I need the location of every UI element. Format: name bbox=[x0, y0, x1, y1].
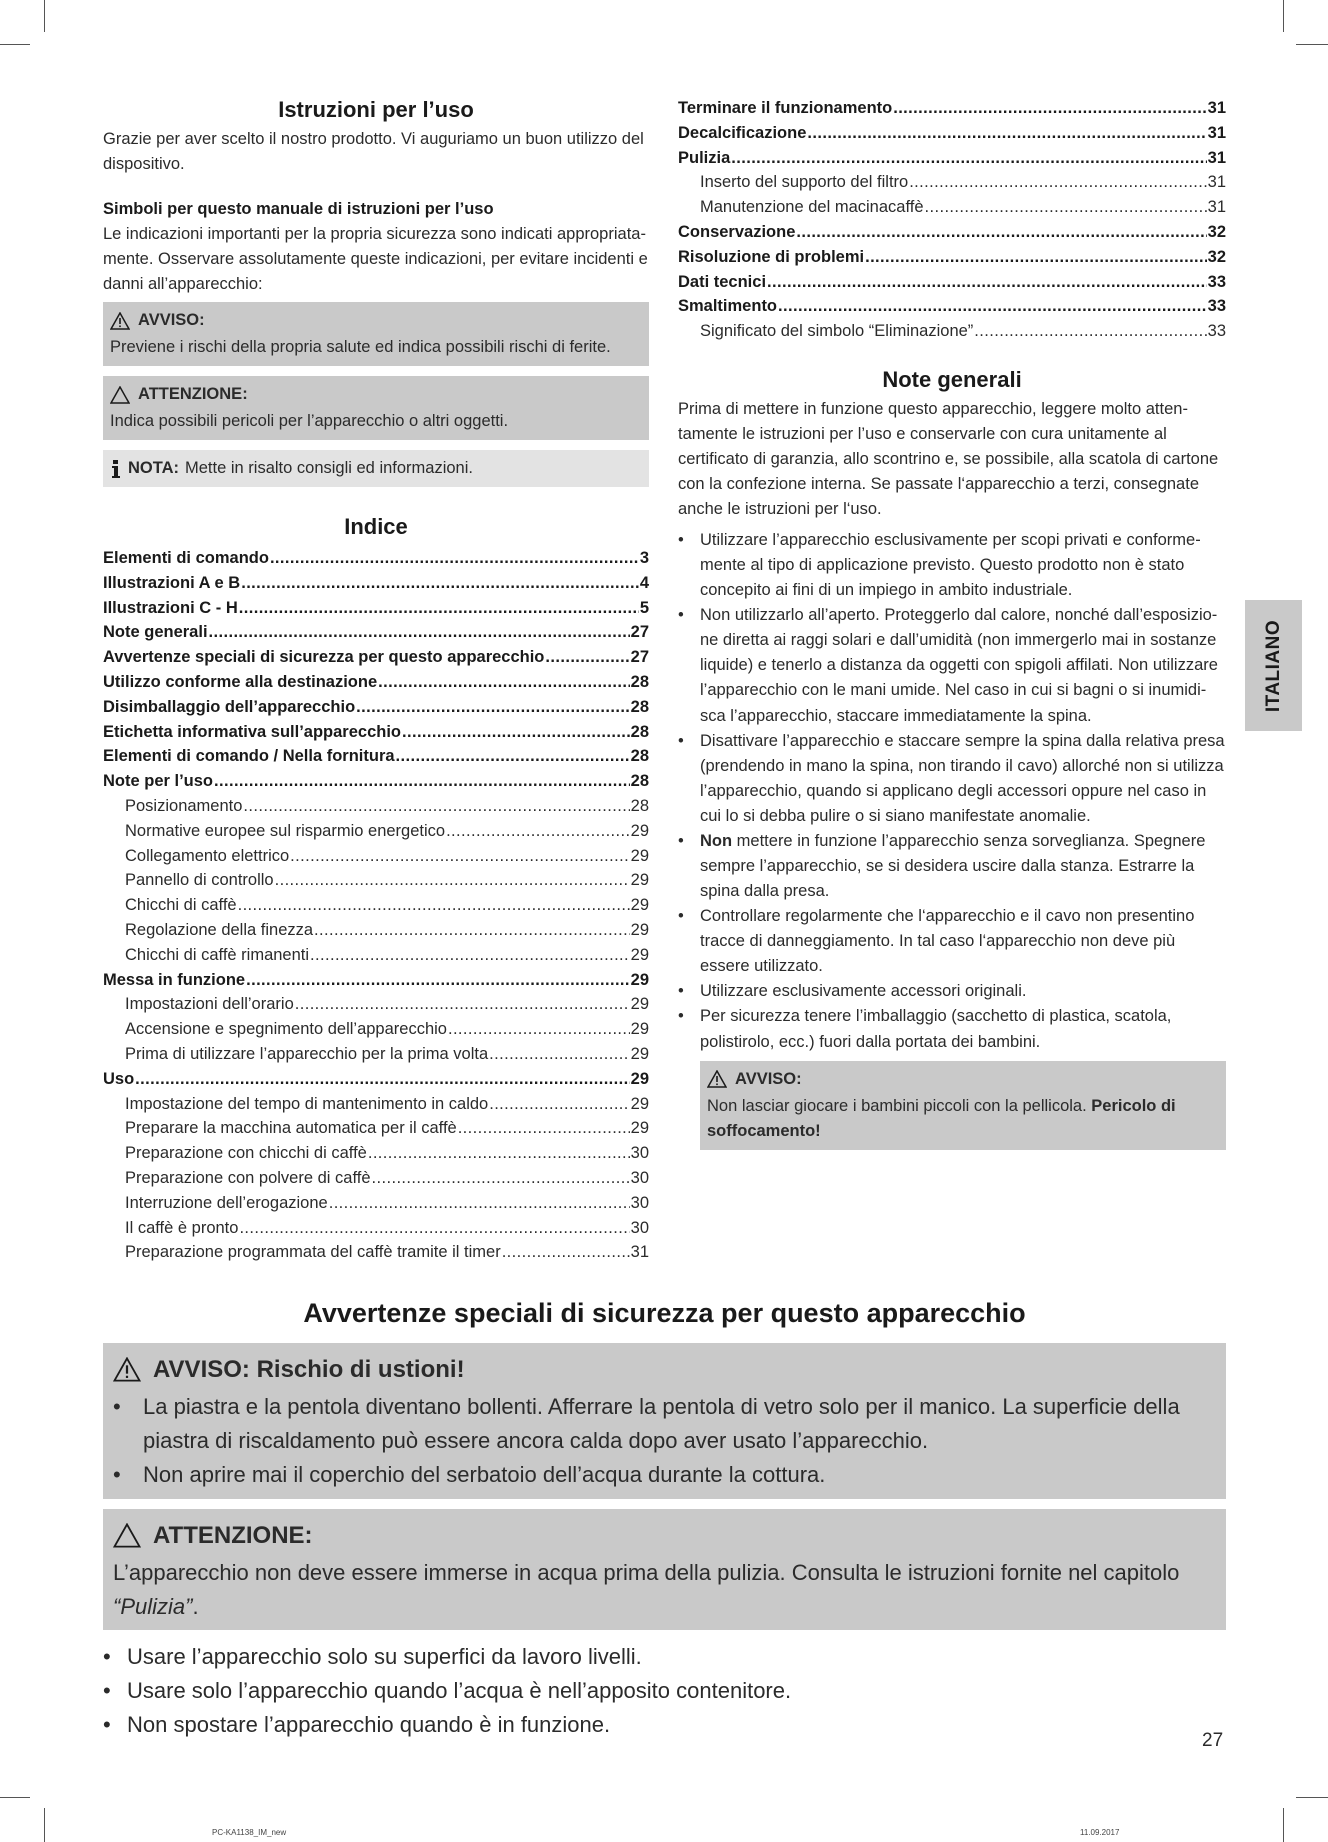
toc-entry-page: 29 bbox=[630, 1094, 649, 1113]
toc-entry-page: 29 bbox=[630, 1044, 649, 1063]
attention-text: L’apparecchio non deve essere immerse in acqua prima della pulizia. Consulta le istruzioni fornite nel capitolo “Pulizia”. bbox=[113, 1559, 1180, 1619]
attention-label: ATTENZIONE: bbox=[153, 1521, 313, 1549]
toc-entry bbox=[103, 670, 649, 695]
toc-entry-title: Illustrazioni C - H bbox=[103, 598, 238, 617]
nota-notice bbox=[103, 450, 649, 487]
toc-entry-title: Illustrazioni A e B bbox=[103, 573, 241, 592]
intro-text: Grazie per aver scelto il nostro prodotto. Vi auguriamo un buon utilizzo del dispositivo. bbox=[103, 129, 644, 173]
toc-entry-title: Preparare la macchina automatica per il caffè bbox=[125, 1119, 457, 1138]
footer-filename: PC-KA1138_IM_new bbox=[212, 1828, 287, 1837]
toc-leader-dots bbox=[396, 744, 630, 769]
list-item: • Non utilizzarlo all’aperto. Proteggerlo dal calore, nonché dall’esposizio-ne diretta ai raggi solari e dall’umidità (non immergerlo mai in sostanze liquide) e tenerlo a distanza da oggetti con spigoli affilati. Non utilizzare l’apparecchio con le mani umide. Nel caso in cui si bagni o si inumidi-sca l’apparecchio, staccare immediatamente la spina. bbox=[678, 603, 1226, 728]
toc-entry-title: Preparazione programmata del caffè tramite il timer bbox=[125, 1243, 501, 1262]
toc-entry-title: Significato del simbolo “Eliminazione” bbox=[700, 322, 974, 341]
toc-entry bbox=[103, 1191, 649, 1216]
toc-entry-page: 30 bbox=[630, 1144, 649, 1163]
crop-mark bbox=[44, 1808, 45, 1842]
toc-entry bbox=[103, 1067, 649, 1092]
crop-mark bbox=[1283, 0, 1284, 32]
toc-entry-page: 28 bbox=[630, 772, 649, 791]
toc-leader-dots bbox=[378, 670, 630, 695]
toc-entry-title: Pannello di controllo bbox=[125, 871, 274, 890]
toc-leader-dots bbox=[314, 918, 630, 943]
nota-text: Mette in risalto consigli ed informazioni. bbox=[185, 459, 473, 478]
crop-mark bbox=[0, 44, 30, 45]
toc-entry-page: 29 bbox=[630, 970, 649, 989]
toc-entry bbox=[678, 245, 1226, 270]
toc-entry bbox=[678, 121, 1226, 146]
toc-entry-title: Pulizia bbox=[678, 148, 731, 167]
toc-leader-dots bbox=[489, 1092, 629, 1117]
toc-entry-page: 27 bbox=[630, 623, 649, 642]
avviso-label: AVVISO: bbox=[138, 311, 205, 330]
toc-entry bbox=[103, 1240, 649, 1265]
toc-entry-title: Normative europee sul risparmio energetico bbox=[125, 821, 446, 840]
toc-entry-page: 29 bbox=[630, 1020, 649, 1039]
toc-entry-title: Preparazione con polvere di caffè bbox=[125, 1168, 371, 1187]
toc-entry-page: 31 bbox=[1207, 198, 1226, 217]
toc-entry bbox=[103, 571, 649, 596]
toc-entry-page: 33 bbox=[1207, 297, 1226, 316]
toc-entry bbox=[103, 918, 649, 943]
toc-entry bbox=[103, 968, 649, 993]
toc-leader-dots bbox=[925, 195, 1207, 220]
symbols-text: Le indicazioni importanti per la propria sicurezza sono indicati appropriata-mente. Osservare assolutamente queste indicazioni, per evitare incidenti e danni all’apparecchio: bbox=[103, 224, 648, 293]
toc-entry-title: Decalcificazione bbox=[678, 123, 807, 142]
warning-icon bbox=[707, 1070, 727, 1088]
toc-leader-dots bbox=[731, 146, 1206, 171]
toc-entry bbox=[678, 195, 1226, 220]
caution-icon bbox=[113, 1523, 141, 1548]
caution-icon bbox=[110, 386, 130, 404]
table-of-contents bbox=[103, 546, 649, 1265]
toc-leader-dots bbox=[275, 868, 630, 893]
film-warning-label: AVVISO: bbox=[735, 1069, 802, 1088]
toc-entry-title: Conservazione bbox=[678, 222, 796, 241]
toc-leader-dots bbox=[502, 1240, 630, 1265]
crop-mark bbox=[44, 0, 45, 32]
special-safety-section bbox=[103, 1296, 1226, 1742]
toc-entry-title: Preparazione con chicchi di caffè bbox=[125, 1144, 367, 1163]
toc-entry-page: 28 bbox=[630, 747, 649, 766]
toc-entry bbox=[103, 695, 649, 720]
special-bullets bbox=[103, 1640, 1226, 1742]
toc-leader-dots bbox=[893, 96, 1206, 121]
toc-entry-page: 4 bbox=[639, 573, 649, 592]
toc-leader-dots bbox=[489, 1042, 629, 1067]
toc-leader-dots bbox=[241, 571, 639, 596]
toc-entry-page: 3 bbox=[639, 549, 649, 568]
toc-leader-dots bbox=[402, 720, 630, 745]
toc-entry-page: 33 bbox=[1207, 322, 1226, 341]
toc-entry-page: 5 bbox=[639, 598, 649, 617]
list-item: • La piastra e la pentola diventano bollenti. Afferrare la pentola di vetro solo per il manico. La superficie della piastra di riscaldamento può essere ancora calda dopo aver usato l’apparecchio. bbox=[113, 1390, 1216, 1458]
warning-icon bbox=[110, 312, 130, 330]
toc-entry-title: Etichetta informativa sull’apparecchio bbox=[103, 722, 401, 741]
list-item: • Disattivare l’apparecchio e staccare sempre la spina dalla relativa presa (prendendo in mano la spina, non tirando il cavo) allorché non si utilizza l’apparecchio, quando si applicano degli accessori oppure nel caso in cui lo si debba pulire o si siano manifestate anomalie. bbox=[678, 729, 1226, 829]
toc-entry-title: Uso bbox=[103, 1069, 135, 1088]
toc-entry-title: Terminare il funzionamento bbox=[678, 99, 893, 117]
crop-mark bbox=[1283, 1808, 1284, 1842]
toc-leader-dots bbox=[209, 620, 630, 645]
language-tab-label: ITALIANO bbox=[1262, 619, 1284, 712]
right-column bbox=[678, 96, 1226, 1150]
language-tab bbox=[1245, 600, 1302, 731]
page-number: 27 bbox=[1202, 1730, 1224, 1751]
toc-entry-page: 27 bbox=[630, 648, 649, 667]
toc-entry-title: Impostazioni dell’orario bbox=[125, 995, 294, 1014]
footer-date: 11.09.2017 bbox=[1080, 1828, 1120, 1837]
toc-entry-page: 29 bbox=[630, 821, 649, 840]
list-item: • Controllare regolarmente che l‘apparecchio e il cavo non presentino tracce di danneggiamento. In tal caso l‘apparecchio non deve più essere utilizzato. bbox=[678, 904, 1226, 979]
toc-leader-dots bbox=[214, 769, 630, 794]
toc-entry-page: 29 bbox=[630, 1069, 649, 1088]
toc-entry-title: Messa in funzione bbox=[103, 970, 246, 989]
toc-entry-title: Dati tecnici bbox=[678, 272, 767, 291]
toc-entry bbox=[678, 294, 1226, 319]
toc-leader-dots bbox=[290, 844, 629, 869]
toc-entry bbox=[103, 546, 649, 571]
toc-entry bbox=[103, 992, 649, 1017]
toc-leader-dots bbox=[448, 1017, 630, 1042]
toc-leader-dots bbox=[239, 1216, 629, 1241]
toc-entry bbox=[103, 1116, 649, 1141]
toc-entry-page: 28 bbox=[630, 673, 649, 692]
toc-entry bbox=[103, 1092, 649, 1117]
toc-leader-dots bbox=[372, 1166, 630, 1191]
toc-leader-dots bbox=[239, 596, 639, 621]
toc-entry bbox=[103, 943, 649, 968]
film-warning-notice bbox=[700, 1061, 1226, 1150]
toc-entry-page: 29 bbox=[630, 896, 649, 915]
toc-entry-page: 32 bbox=[1207, 222, 1226, 241]
toc-entry bbox=[103, 868, 649, 893]
toc-entry-title: Smaltimento bbox=[678, 297, 778, 316]
toc-leader-dots bbox=[807, 121, 1206, 146]
list-item: • Usare l’apparecchio solo su superfici da lavoro livelli. bbox=[103, 1640, 1226, 1674]
toc-leader-dots bbox=[243, 794, 629, 819]
toc-entry bbox=[103, 1042, 649, 1067]
toc-leader-dots bbox=[458, 1116, 630, 1141]
toc-entry-title: Impostazione del tempo di mantenimento in caldo bbox=[125, 1094, 489, 1113]
list-item: • Non spostare l’apparecchio quando è in funzione. bbox=[103, 1708, 1226, 1742]
toc-entry bbox=[103, 596, 649, 621]
warning-icon bbox=[113, 1357, 141, 1382]
list-item: • Non mettere in funzione l’apparecchio senza sorveglianza. Spegnere sempre l’apparecchio, se si desidera uscire dalla stanza. Estrarre la spina dalla presa. bbox=[678, 829, 1226, 904]
intro-title: Istruzioni per l’uso bbox=[278, 97, 474, 122]
symbols-heading: Simboli per questo manuale di istruzioni per l’uso bbox=[103, 199, 494, 218]
list-item: • Non aprire mai il coperchio del serbatoio dell’acqua durante la cottura. bbox=[113, 1458, 1216, 1492]
toc-entry-page: 31 bbox=[630, 1243, 649, 1262]
toc-entry-title: Avvertenze speciali di sicurezza per questo apparecchio bbox=[103, 648, 545, 667]
avviso-text: Previene i rischi della propria salute ed indica possibili rischi di ferite. bbox=[110, 338, 611, 357]
toc-entry-page: 28 bbox=[630, 722, 649, 741]
toc-leader-dots bbox=[545, 645, 629, 670]
toc-entry-title: Note per l’uso bbox=[103, 772, 214, 791]
toc-entry-page: 29 bbox=[630, 871, 649, 890]
toc-entry bbox=[103, 1216, 649, 1241]
toc-entry-title: Elementi di comando / Nella fornitura bbox=[103, 747, 395, 766]
toc-entry-title: Risoluzione di problemi bbox=[678, 247, 865, 266]
toc-entry-title: Interruzione dell’erogazione bbox=[125, 1193, 328, 1212]
toc-entry bbox=[678, 270, 1226, 295]
toc-entry-title: Inserto del supporto del filtro bbox=[700, 173, 909, 192]
nota-label: NOTA: bbox=[128, 459, 180, 478]
attenzione-notice bbox=[103, 376, 649, 440]
toc-entry bbox=[103, 1141, 649, 1166]
info-icon bbox=[110, 459, 122, 479]
attenzione-label: ATTENZIONE: bbox=[138, 385, 248, 404]
toc-entry-title: Note generali bbox=[103, 623, 208, 642]
attenzione-text: Indica possibili pericoli per l’apparecchio o altri oggetti. bbox=[110, 412, 509, 431]
toc-leader-dots bbox=[246, 968, 630, 993]
crop-mark bbox=[1296, 1797, 1328, 1798]
toc-entry bbox=[103, 620, 649, 645]
toc-entry-page: 32 bbox=[1207, 247, 1226, 266]
toc-entry bbox=[103, 720, 649, 745]
toc-entry bbox=[103, 1017, 649, 1042]
toc-leader-dots bbox=[238, 893, 630, 918]
toc-leader-dots bbox=[974, 319, 1206, 344]
toc-leader-dots bbox=[909, 170, 1206, 195]
special-safety-title: Avvertenze speciali di sicurezza per questo apparecchio bbox=[303, 1298, 1026, 1328]
toc-entry-title: Chicchi di caffè bbox=[125, 896, 237, 915]
toc-leader-dots bbox=[446, 819, 630, 844]
toc-entry-page: 30 bbox=[630, 1168, 649, 1187]
toc-leader-dots bbox=[310, 943, 630, 968]
toc-leader-dots bbox=[270, 546, 639, 571]
toc-entry bbox=[103, 893, 649, 918]
toc-entry bbox=[103, 744, 649, 769]
toc-leader-dots bbox=[865, 245, 1207, 270]
toc-entry-title: Il caffè è pronto bbox=[125, 1218, 239, 1237]
toc-entry bbox=[103, 1166, 649, 1191]
toc-entry bbox=[103, 844, 649, 869]
toc-entry-page: 28 bbox=[630, 797, 649, 816]
toc-entry-page: 31 bbox=[1207, 148, 1226, 167]
toc-entry-page: 30 bbox=[630, 1218, 649, 1237]
general-bullets bbox=[678, 528, 1226, 1055]
general-title: Note generali bbox=[882, 366, 1022, 392]
toc-entry bbox=[103, 769, 649, 794]
crop-mark bbox=[1296, 44, 1328, 45]
table-of-contents-continued bbox=[678, 96, 1226, 344]
toc-entry-title: Accensione e spegnimento dell’apparecchio bbox=[125, 1020, 447, 1039]
toc-entry-title: Chicchi di caffè rimanenti bbox=[125, 945, 310, 964]
toc-entry-title: Utilizzo conforme alla destinazione bbox=[103, 673, 378, 692]
toc-entry-page: 33 bbox=[1207, 272, 1226, 291]
toc-entry-page: 28 bbox=[630, 697, 649, 716]
toc-entry-title: Disimballaggio dell’apparecchio bbox=[103, 697, 356, 716]
toc-leader-dots bbox=[368, 1141, 630, 1166]
toc-entry-title: Elementi di comando bbox=[103, 549, 269, 568]
toc-entry bbox=[103, 645, 649, 670]
toc-entry-title: Regolazione della finezza bbox=[125, 921, 314, 939]
toc-entry-page: 31 bbox=[1207, 173, 1226, 192]
attention-notice bbox=[103, 1509, 1226, 1630]
toc-entry bbox=[678, 319, 1226, 344]
list-item: • Per sicurezza tenere l’imballaggio (sacchetto di plastica, scatola, polistirolo, ecc.) fuori dalla portata dei bambini. bbox=[678, 1004, 1226, 1054]
toc-entry-title: Collegamento elettrico bbox=[125, 846, 290, 865]
toc-entry-page: 29 bbox=[630, 995, 649, 1014]
toc-entry-page: 31 bbox=[1207, 123, 1226, 142]
toc-entry-page: 29 bbox=[630, 846, 649, 865]
toc-entry-title: Posizionamento bbox=[125, 797, 243, 816]
film-warning-text: Non lasciar giocare i bambini piccoli con la pellicola. Pericolo di soffocamento! bbox=[707, 1096, 1176, 1140]
toc-leader-dots bbox=[329, 1191, 630, 1216]
list-item: • Utilizzare esclusivamente accessori originali. bbox=[678, 979, 1226, 1004]
toc-entry-title: Manutenzione del macinacaffè bbox=[700, 198, 924, 217]
toc-leader-dots bbox=[356, 695, 629, 720]
toc-leader-dots bbox=[295, 992, 630, 1017]
toc-entry bbox=[103, 819, 649, 844]
toc-entry-title: Prima di utilizzare l’apparecchio per la prima volta bbox=[125, 1044, 489, 1063]
toc-entry-page: 30 bbox=[630, 1193, 649, 1212]
crop-mark bbox=[0, 1797, 30, 1798]
toc-entry bbox=[678, 96, 1226, 121]
toc-leader-dots bbox=[778, 294, 1207, 319]
toc-entry-page: 29 bbox=[630, 921, 649, 939]
toc-leader-dots bbox=[767, 270, 1207, 295]
left-column bbox=[103, 96, 649, 1265]
toc-entry bbox=[678, 170, 1226, 195]
toc-leader-dots bbox=[135, 1067, 629, 1092]
toc-entry bbox=[678, 220, 1226, 245]
general-text: Prima di mettere in funzione questo apparecchio, leggere molto atten-tamente le istruzioni per l’uso e conservarle con cura unitamente al certificato di garanzia, allo scontrino e, se possibile, alla scatola di cartone con la confezione interna. Se passate l‘apparecchio a terzi, consegnate anche le istruzioni per l‘uso. bbox=[678, 399, 1219, 518]
toc-entry bbox=[678, 146, 1226, 171]
burn-warning-notice bbox=[103, 1343, 1226, 1498]
toc-leader-dots bbox=[796, 220, 1206, 245]
list-item: • Usare solo l’apparecchio quando l’acqua è nell’apposito contenitore. bbox=[103, 1674, 1226, 1708]
avviso-notice bbox=[103, 302, 649, 366]
burn-warning-label: AVVISO: Rischio di ustioni! bbox=[153, 1356, 465, 1384]
list-item: • Utilizzare l’apparecchio esclusivamente per scopi privati e conforme-mente al tipo di applicazione previsto. Questo prodotto non è stato concepito ai fini di un impiego in ambito industriale. bbox=[678, 528, 1226, 603]
index-title: Indice bbox=[344, 514, 408, 540]
toc-entry-page: 29 bbox=[630, 945, 649, 964]
toc-entry bbox=[103, 794, 649, 819]
toc-entry-page: 31 bbox=[1207, 99, 1226, 117]
toc-entry-page: 29 bbox=[630, 1119, 649, 1138]
